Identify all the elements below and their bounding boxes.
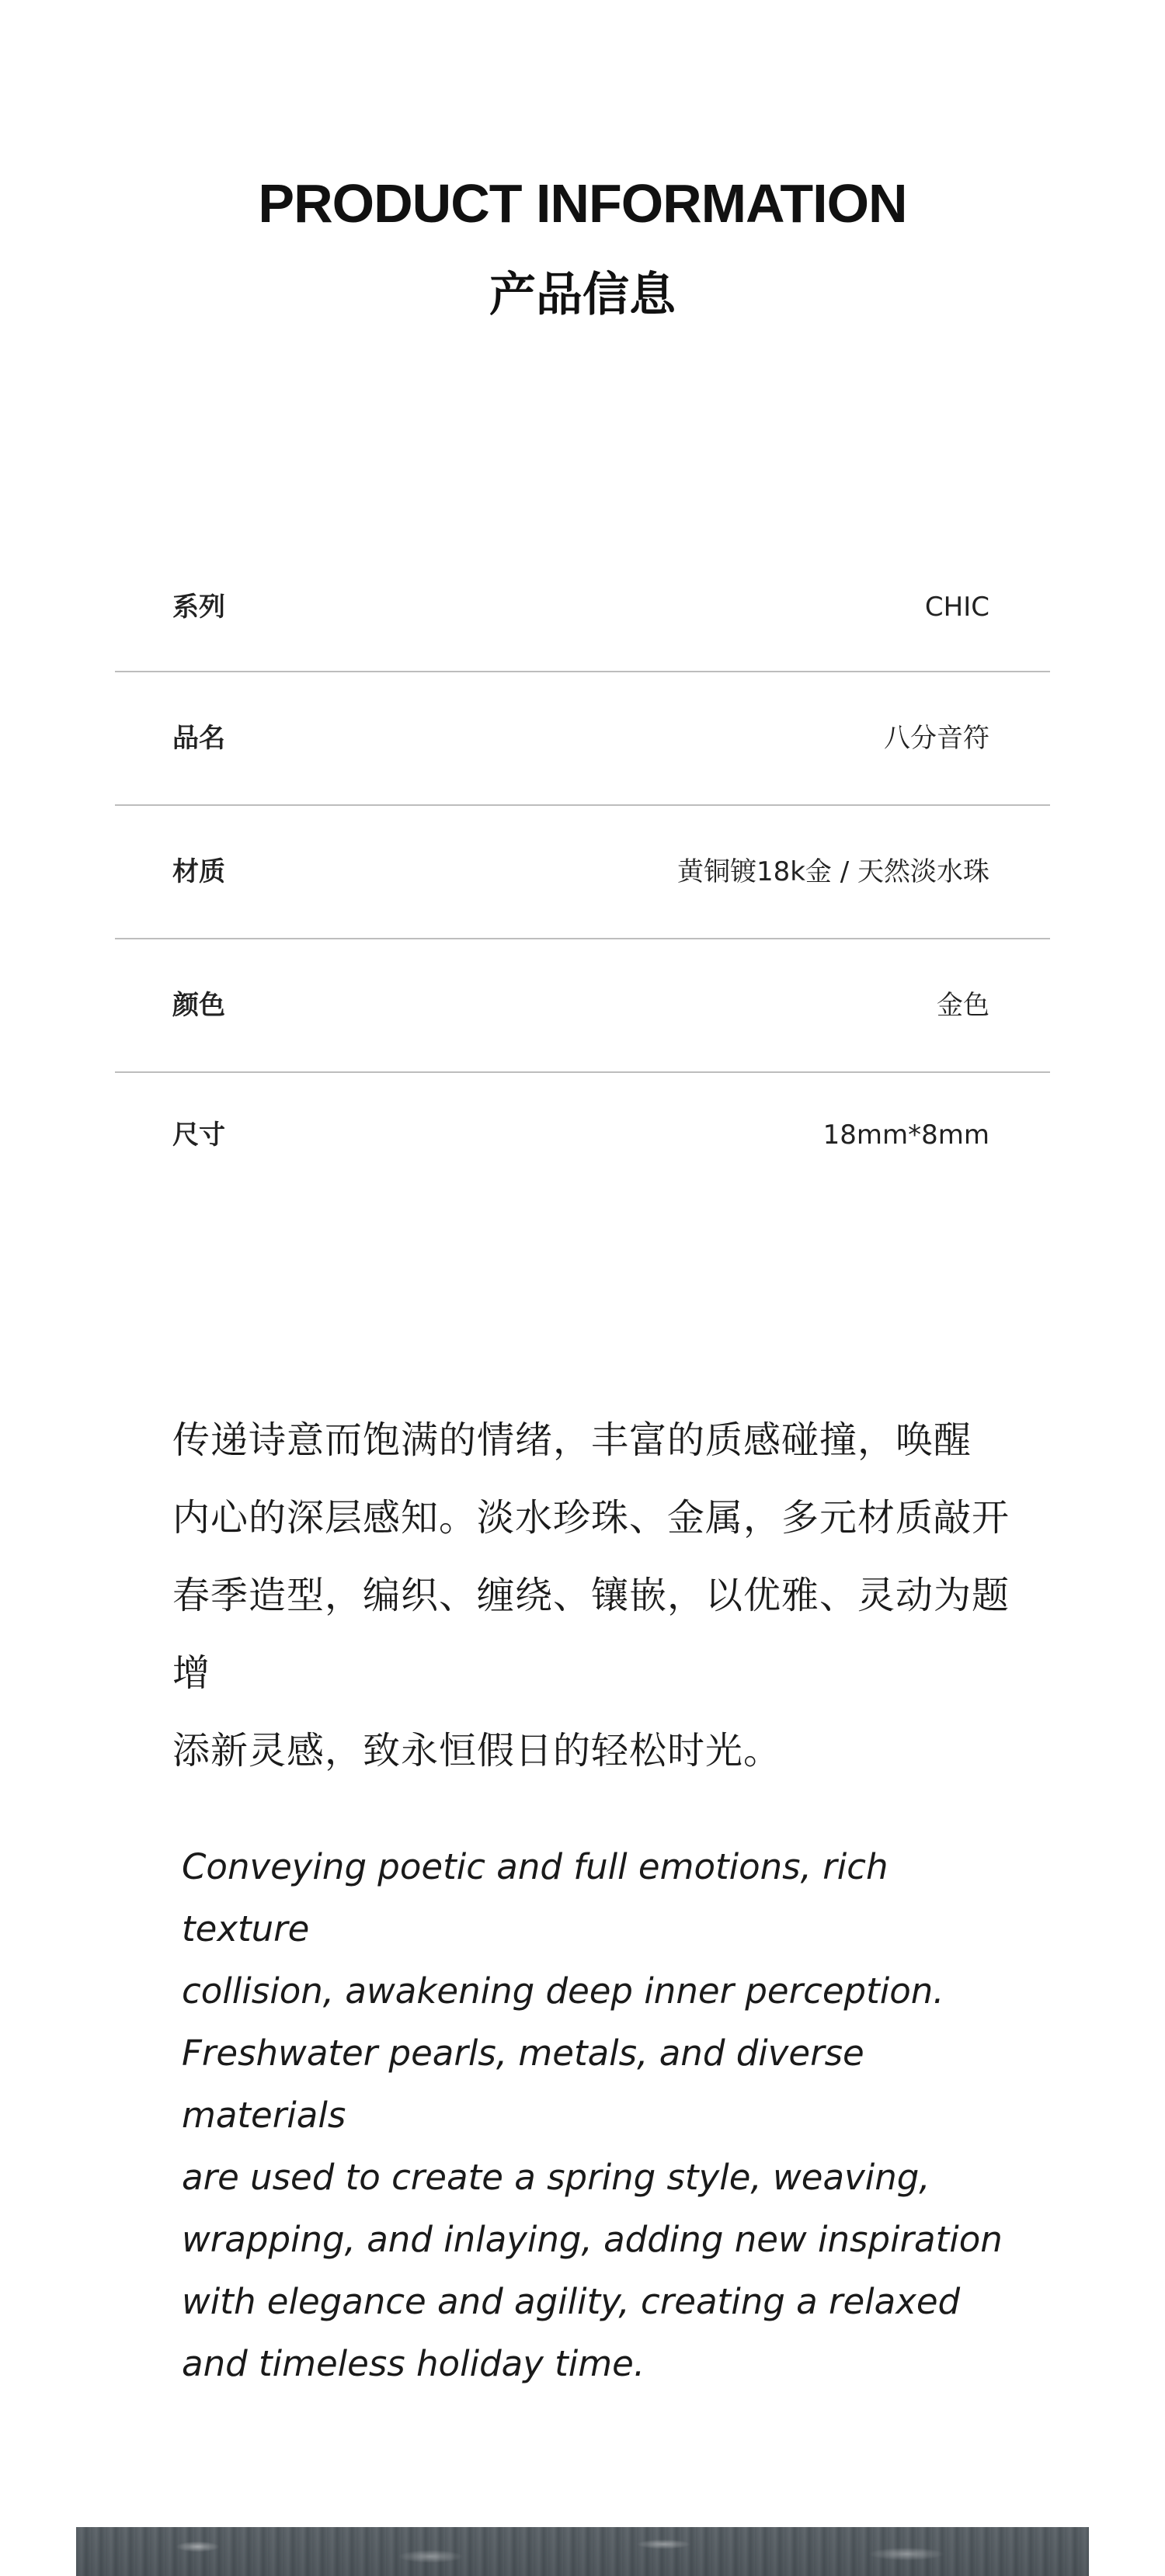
product-photo-water (76, 2527, 1089, 2576)
spec-label-size: 尺寸 (172, 1120, 225, 1151)
description-cn-line: 添新灵感，致永恒假日的轻松时光。 (172, 1729, 782, 1772)
spec-value-product-name: 八分音符 (884, 723, 989, 754)
spec-value-size: 18mm*8mm (822, 1120, 989, 1151)
spec-value-series: CHIC (924, 592, 989, 623)
spec-row-size (115, 1073, 1050, 1197)
page-title-en: PRODUCT INFORMATION (258, 173, 907, 234)
description-en-line: wrapping, and inlaying, adding new inspiration (182, 2219, 1003, 2260)
product-spec-table (115, 543, 1050, 1197)
spec-row-color (115, 939, 1050, 1073)
description-cn-line: 春季造型，编织、缠绕、镶嵌，以优雅、灵动为题增 (172, 1574, 1010, 1695)
description-english (182, 1836, 1013, 2395)
spec-value-color: 金色 (937, 990, 989, 1021)
description-en-line: Conveying poetic and full emotions, rich texture (182, 1846, 889, 1949)
page-title-cn: 产品信息 (489, 268, 676, 322)
spec-label-material: 材质 (172, 856, 225, 887)
description-chinese (172, 1401, 1011, 1790)
description-en-line: collision, awakening deep inner perception. (182, 1970, 944, 2012)
spec-row-material (115, 806, 1050, 939)
spec-row-series (115, 543, 1050, 672)
description-cn-line: 传递诗意而饱满的情绪，丰富的质感碰撞，唤醒 (172, 1418, 972, 1462)
spec-row-product-name (115, 672, 1050, 806)
description-en-line: are used to create a spring style, weaving, (182, 2157, 930, 2198)
description-cn-line: 内心的深层感知。淡水珍珠、金属，多元材质敲开 (172, 1496, 1010, 1540)
description-en-line: and timeless holiday time. (182, 2343, 645, 2384)
spec-label-color: 颜色 (172, 990, 225, 1021)
spec-value-material: 黄铜镀18k金 / 天然淡水珠 (676, 856, 989, 887)
description-en-line: Freshwater pearls, metals, and diverse materials (182, 2033, 864, 2136)
spec-label-product-name: 品名 (172, 723, 225, 754)
description-en-line: with elegance and agility, creating a relaxed (182, 2281, 961, 2322)
spec-label-series: 系列 (172, 592, 225, 623)
